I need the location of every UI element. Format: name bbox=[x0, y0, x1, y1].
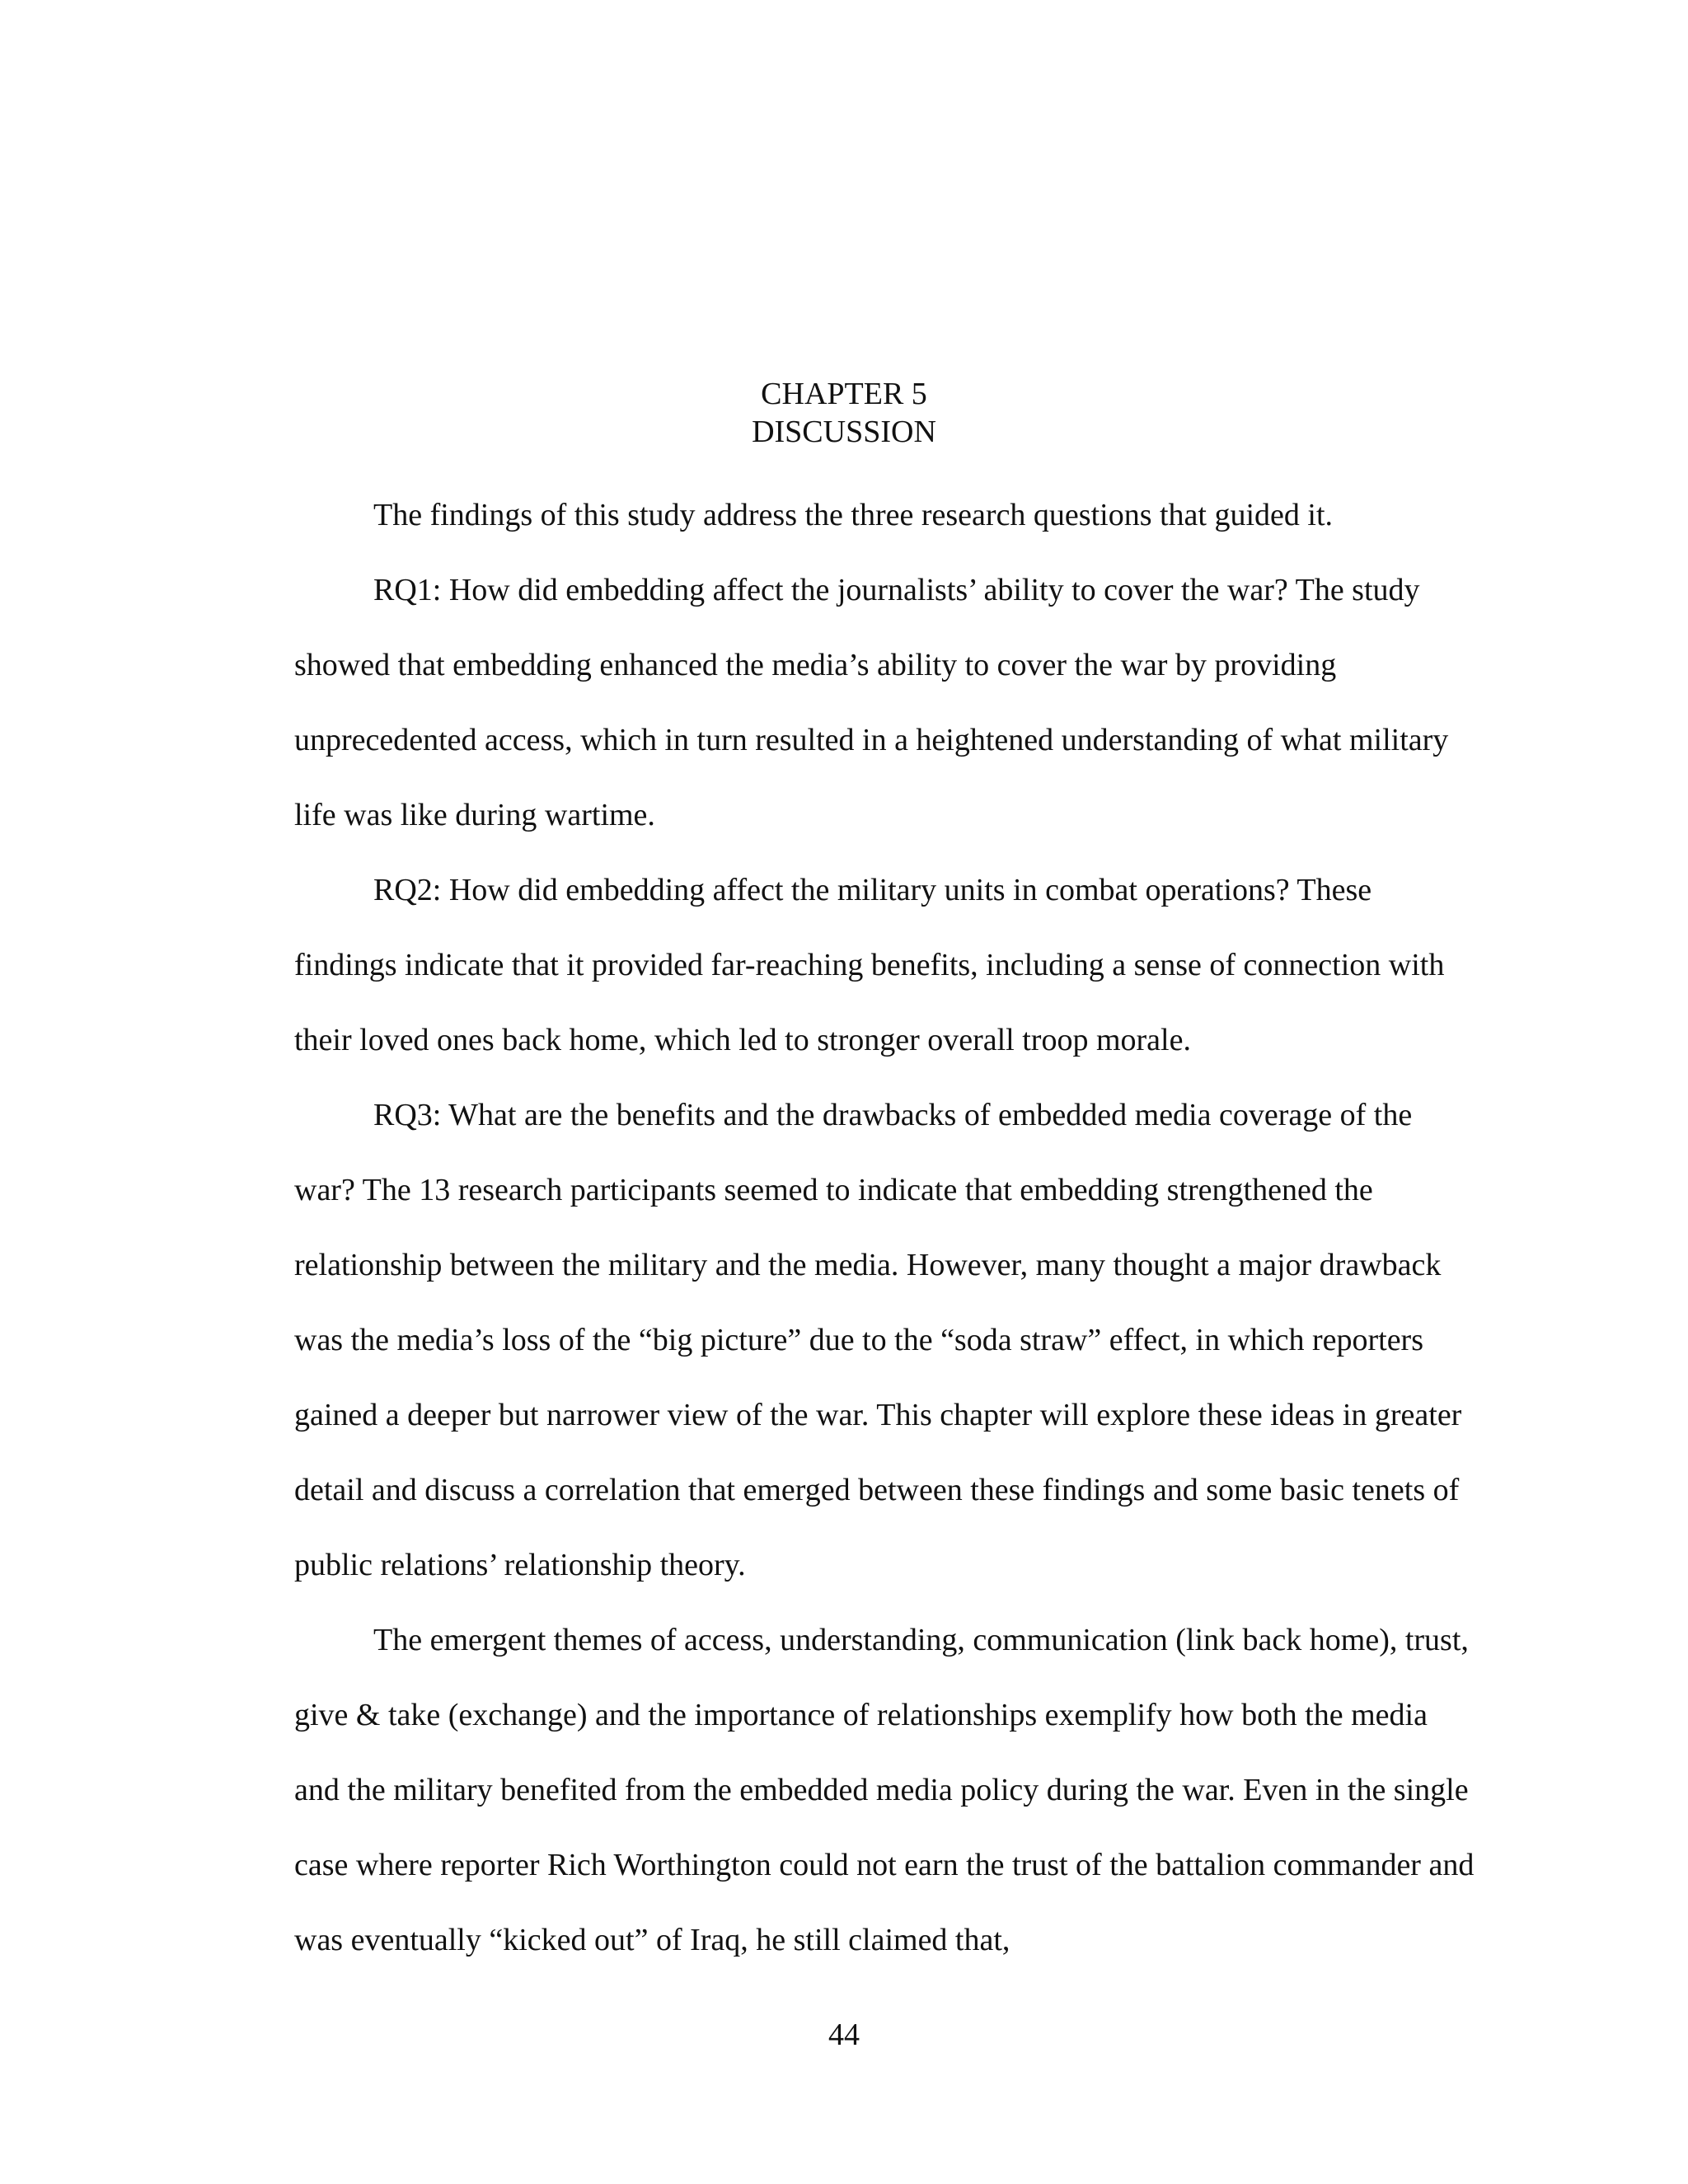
paragraph-rq3: RQ3: What are the benefits and the drawbacks of embedded media coverage of the war? The 13 research participants seemed to indicate that embedding strengthened the relationship between the military and the media. However, many thought a major drawback was the media’s loss of the “big picture” due to the “soda straw” effect, in which reporters gained a deeper but narrower view of the war. This chapter will explore these ideas in greater detail and discuss a correlation that emerged between these findings and some basic tenets of public relations’ relationship theory. bbox=[294, 1098, 1462, 1582]
paragraph-intro: The findings of this study address the three research questions that guided it. bbox=[373, 498, 1334, 532]
chapter-title: DISCUSSION bbox=[752, 415, 936, 449]
paragraph-rq2: RQ2: How did embedding affect the military units in combat operations? These findings indicate that it provided far-reaching benefits, including a sense of connection with their loved ones back home, which led to stronger overall troop morale. bbox=[294, 873, 1445, 1057]
paragraph-emergent-themes: The emergent themes of access, understanding, communication (link back home), trust, give & take (exchange) and the importance of relationships exemplify how both the media and the military benefited from the embedded media policy during the war. Even in the single case where reporter Rich Worthington could not earn the trust of the battalion commander and was eventually “kicked out” of Iraq, he still claimed that, bbox=[294, 1623, 1475, 1957]
page-number: 44 bbox=[828, 2018, 860, 2052]
paragraph-rq1: RQ1: How did embedding affect the journalists’ ability to cover the war? The study showed that embedding enhanced the media’s ability to cover the war by providing unprecedented access, which in turn resulted in a heightened understanding of what military life was like during wartime. bbox=[294, 573, 1449, 832]
body-text bbox=[294, 478, 1475, 1978]
chapter-number: CHAPTER 5 bbox=[761, 377, 927, 411]
